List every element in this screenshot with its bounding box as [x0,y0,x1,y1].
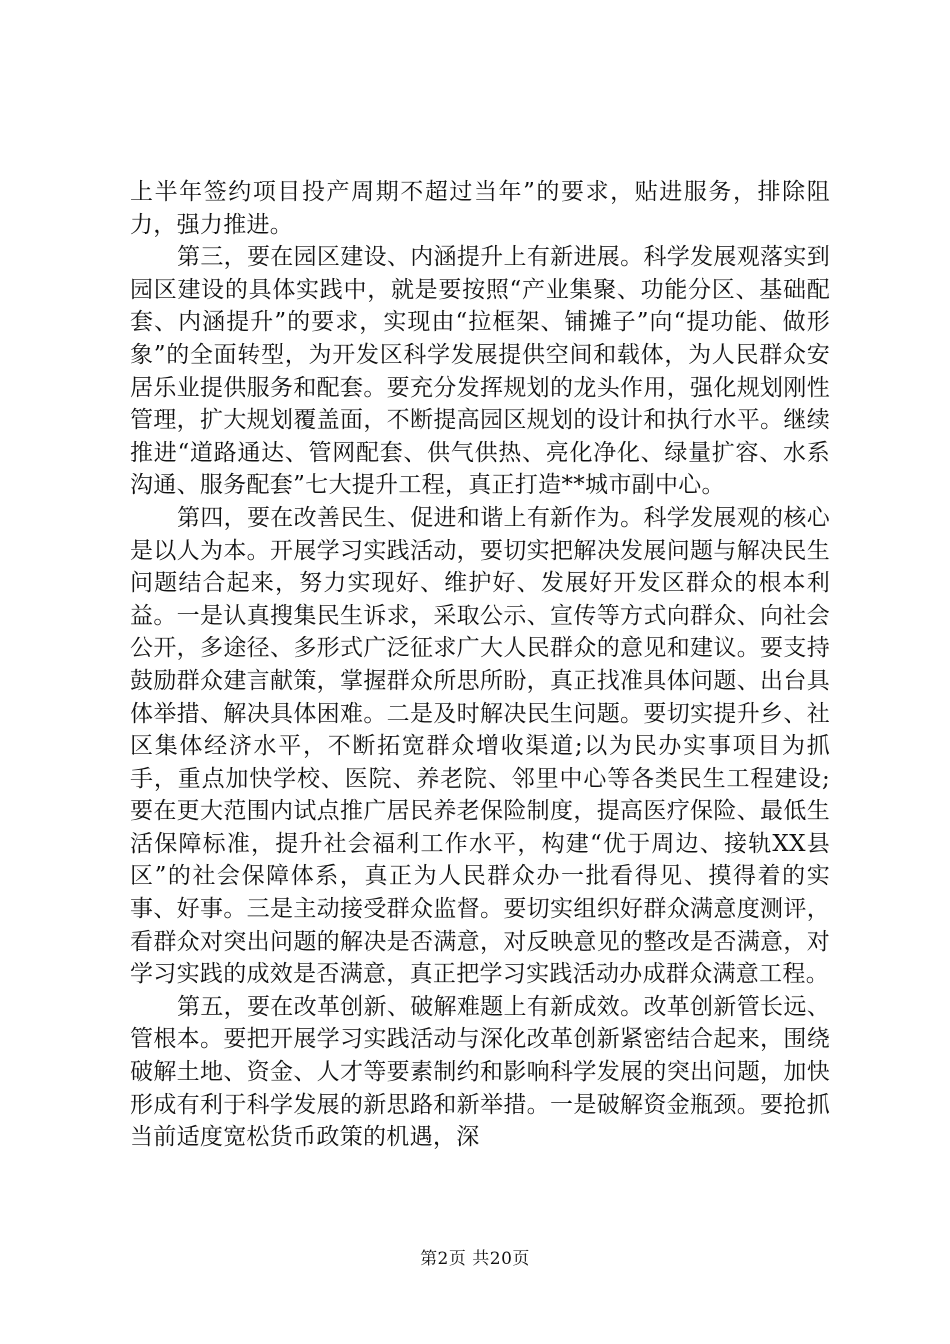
paragraph-fifth-point: 第五，要在改革创新、破解难题上有新成效。改革创新管长远、管根本。要把开展学习实践活动与深化改革创新紧密结合起来，围绕破解土地、资金、人才等要素制约和影响科学发展的突出问题，加快形成有利于科学发展的新思路和新举措。一是破解资金瓶颈。要抢抓当前适度宽松货币政策的机遇，深 [130,993,830,1151]
paragraph-third-point: 第三，要在园区建设、内涵提升上有新进展。科学发展观落实到园区建设的具体实践中，就是要按照“产业集聚、功能分区、基础配套、内涵提升”的要求，实现由“拉框架、铺摊子”向“提功能、做形象”的全面转型，为开发区科学发展提供空间和载体，为人民群众安居乐业提供服务和配套。要充分发挥规划的龙头作用，强化规划刚性管理，扩大规划覆盖面，不断提高园区规划的设计和执行水平。继续推进“道路通达、管网配套、供气供热、亮化净化、绿量扩容、水系沟通、服务配套”七大提升工程，真正打造**城市副中心。 [130,244,830,499]
paragraph-fourth-point: 第四，要在改善民生、促进和谐上有新作为。科学发展观的核心是以人为本。开展学习实践活动，要切实把解决发展问题与解决民生问题结合起来，努力实现好、维护好、发展好开发区群众的根本利益。一是认真搜集民生诉求，采取公示、宣传等方式向群众、向社会公开，多途径、多形式广泛征求广大人民群众的意见和建议。要支持鼓励群众建言献策，掌握群众所思所盼，真正找准具体问题、出台具体举措、解决具体困难。二是及时解决民生问题。要切实提升乡、社区集体经济水平，不断拓宽群众增收渠道;以为民办实事项目为抓手，重点加快学校、医院、养老院、邻里中心等各类民生工程建设;要在更大范围内试点推广居民养老保险制度，提高医疗保险、最低生活保障标准，提升社会福利工作水平，构建“优于周边、接轨XX县区”的社会保障体系，真正为人民群众办一批看得见、摸得着的实事、好事。三是主动接受群众监督。要切实组织好群众满意度测评，看群众对突出问题的解决是否满意，对反映意见的整改是否满意，对学习实践的成效是否满意，真正把学习实践活动办成群众满意工程。 [130,504,830,988]
page-footer: 第2页 共20页 [420,1249,530,1269]
paragraph-continuation: 上半年签约项目投产周期不超过当年”的要求，贴进服务，排除阻力，强力推进。 [130,179,830,238]
document-body [130,176,830,1154]
